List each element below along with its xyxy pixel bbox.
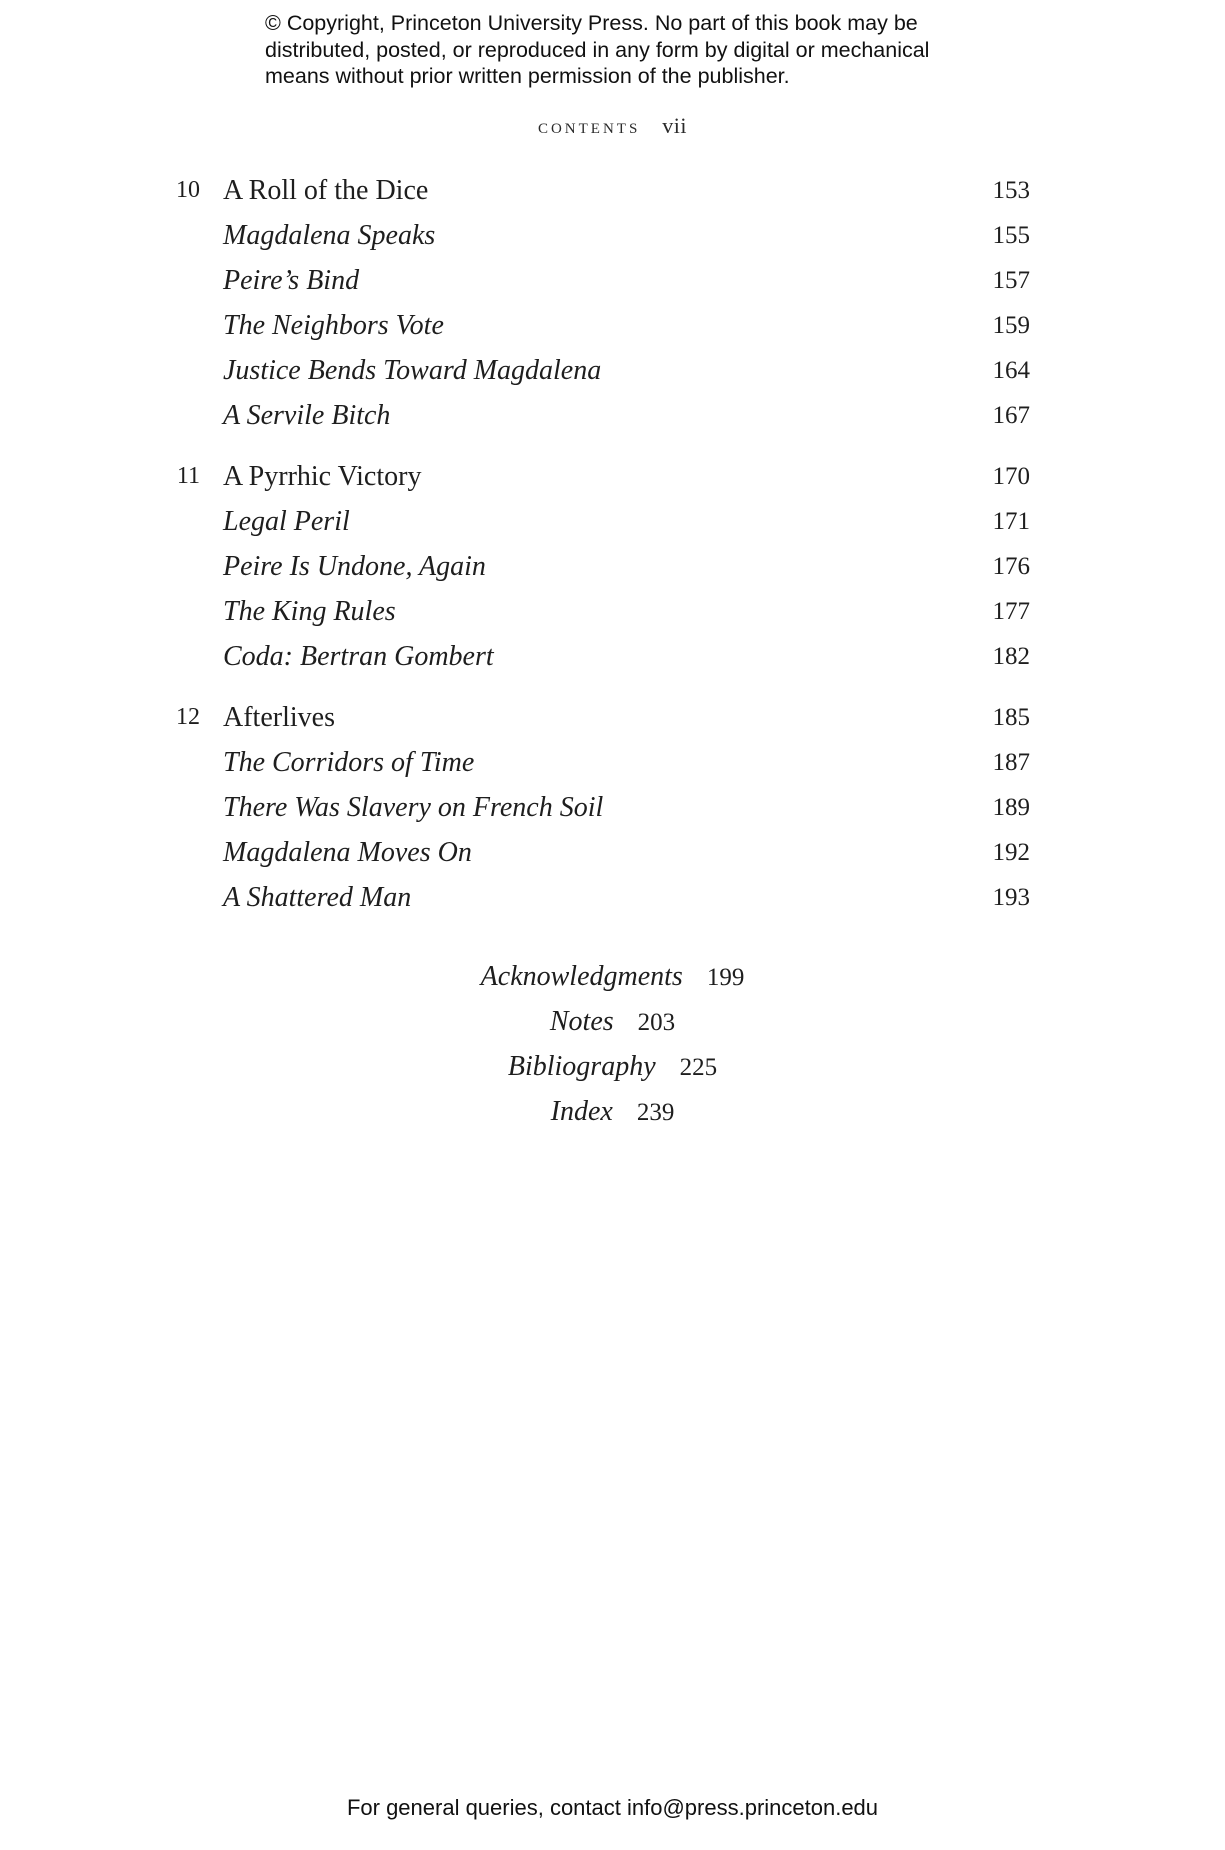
section-entry	[0, 785, 1225, 830]
page-number: 225	[679, 1054, 718, 1081]
page-number: 187	[992, 749, 1030, 776]
page-number: 192	[992, 839, 1030, 866]
copyright-line: distributed, posted, or reproduced in any form by digital or mechanical	[265, 37, 930, 62]
section-entry	[0, 589, 1225, 634]
chapter-number: 10	[176, 177, 200, 203]
section-title: Peire’s Bind	[223, 265, 360, 296]
copyright-line: means without prior written permission of the publisher.	[265, 64, 790, 88]
chapter-entry	[0, 454, 1225, 499]
section-title: Justice Bends Toward Magdalena	[223, 355, 602, 386]
page-folio: vii	[662, 113, 688, 138]
section-entry	[0, 875, 1225, 920]
page-number: 159	[992, 312, 1030, 339]
section-title: Coda: Bertran Gombert	[223, 641, 494, 672]
section-entry	[0, 544, 1225, 589]
chapter-number: 11	[176, 463, 200, 489]
section-title: The Corridors of Time	[223, 747, 475, 778]
running-head	[0, 113, 1225, 139]
backmatter-entry	[0, 999, 1225, 1044]
copyright-notice	[265, 10, 1005, 90]
page-number: 176	[992, 553, 1030, 580]
page-number: 171	[992, 508, 1030, 535]
table-of-contents	[0, 168, 1225, 936]
section-title: A Shattered Man	[223, 882, 412, 913]
page-number: 199	[706, 964, 745, 991]
section-entry	[0, 634, 1225, 679]
backmatter-title: Bibliography	[507, 1051, 656, 1082]
chapter-title: A Pyrrhic Victory	[223, 461, 422, 492]
backmatter-list	[0, 954, 1225, 1134]
page-number: 182	[992, 643, 1030, 670]
chapter-entry	[0, 168, 1225, 213]
chapter-number: 12	[176, 704, 200, 730]
page-number: 167	[992, 402, 1030, 429]
backmatter-title: Index	[550, 1096, 613, 1127]
section-title: Legal Peril	[223, 506, 350, 537]
section-entry	[0, 830, 1225, 875]
chapter-entry	[0, 695, 1225, 740]
chapter-11	[0, 454, 1225, 679]
chapter-title: A Roll of the Dice	[223, 175, 429, 206]
page-number: 239	[636, 1099, 675, 1126]
section-title: Magdalena Speaks	[223, 220, 436, 251]
page-number: 177	[992, 598, 1030, 625]
chapter-10	[0, 168, 1225, 438]
page-number: 189	[992, 794, 1030, 821]
section-title: A Servile Bitch	[223, 400, 391, 431]
section-title: The King Rules	[223, 596, 396, 627]
copyright-line: © Copyright, Princeton University Press. No part of this book may be	[265, 11, 918, 35]
page-number: 164	[992, 357, 1030, 384]
section-title: There Was Slavery on French Soil	[223, 792, 604, 823]
section-entry	[0, 348, 1225, 393]
section-entry	[0, 213, 1225, 258]
page-number: 155	[992, 222, 1030, 249]
backmatter-title: Notes	[549, 1006, 614, 1037]
section-title: Peire Is Undone, Again	[223, 551, 486, 582]
running-head-title: contents	[537, 114, 641, 138]
backmatter-entry	[0, 1089, 1225, 1134]
section-entry	[0, 499, 1225, 544]
section-title: The Neighbors Vote	[223, 310, 444, 341]
section-entry	[0, 393, 1225, 438]
backmatter-title: Acknowledgments	[480, 961, 683, 992]
section-entry	[0, 258, 1225, 303]
backmatter-entry	[0, 1044, 1225, 1089]
backmatter-entry	[0, 954, 1225, 999]
section-title: Magdalena Moves On	[223, 837, 472, 868]
page-number: 157	[992, 267, 1030, 294]
section-entry	[0, 303, 1225, 348]
footer-contact: For general queries, contact info@press.princeton.edu	[346, 1795, 879, 1820]
page-number: 203	[637, 1009, 676, 1036]
page-number: 185	[992, 704, 1030, 731]
page-number: 193	[992, 884, 1030, 911]
section-entry	[0, 740, 1225, 785]
page-number: 153	[992, 177, 1030, 204]
page-number: 170	[992, 463, 1030, 490]
chapter-12	[0, 695, 1225, 920]
chapter-title: Afterlives	[223, 702, 335, 733]
